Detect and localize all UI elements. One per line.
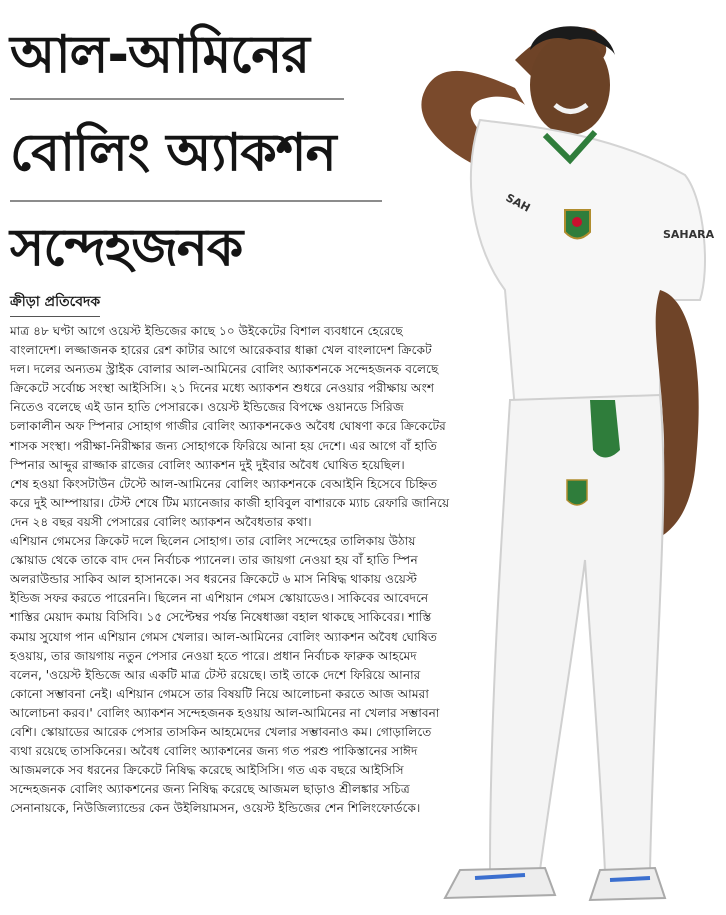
headline-line-1: আল-আমিনের xyxy=(10,25,309,85)
article-body xyxy=(10,322,450,818)
cricketer-photo xyxy=(405,0,726,915)
article-paragraph-3: এশিয়ান গেমসের ক্রিকেট দলে ছিলেন সোহাগ। তার বোলিং সন্দেহের তালিকায় উঠায় স্কোয়াড থেকে তাকে বাদ দেন নির্বাচক প্যানেল। তার জায়গা নেওয়া হয় বাঁ হাতি স্পিন অলরাউন্ডার সাকিব আল হাসানকে। সব ধরনের ক্রিকেটে ৬ মাস নিষিদ্ধ থাকায় ওয়েস্ট ইন্ডিজ সফর করতে পারেননি। ছিলেন না এশিয়ান গেমস স্কোয়াডেও। সাকিবের আবেদনে শাস্তির মেয়াদ কমায় বিসিবি। ১৫ সেপ্টেম্বর পর্যন্ত নিষেধাজ্ঞা বহাল থাকছে সাকিবের। শাস্তি কমায় সুযোগ পান এশিয়ান গেমস খেলার। আল-আমিনের বোলিং অ্যাকশন অবৈধ ঘোষিত হওয়ায়, তার জায়গায় নতুন পেসার নেওয়া হতে পারে। প্রধান নির্বাচক ফারুক আহমেদ বলেন, 'ওয়েস্ট ইন্ডিজে আর একটি মাত্র টেস্ট রয়েছে। তাই তাকে দেশে ফিরিয়ে আনার কোনো সম্ভাবনা নেই। এশিয়ান গেমসে তার বিষয়টি নিয়ে আলোচনা করতে আজ আমরা আলোচনা করব।' বোলিং অ্যাকশন সন্দেহজনক হওয়ায় আল-আমিনের না খেলার সম্ভাবনা বেশি। স্কোয়াডের আরেক পেসার তাসকিন আহমেদের খেলার সম্ভাবনাও কম। গোড়ালিতে ব্যথা রয়েছে তাসকিনের। অবৈধ বোলিং অ্যাকশনের জন্য গত পরশু পাকিস্তানের সাঈদ আজমলকে সব ধরনের ক্রিকেটে নিষিদ্ধ করেছে আইসিসি। গত এক বছরে আইসিসি সন্দেহজনক বোলিং অ্যাকশনের জন্য নিষিদ্ধ করেছে আজমল ছাড়াও শ্রীলঙ্কার সচিত্র সেনানায়কে, নিউজিল্যান্ডের কেন উইলিয়ামসন, ওয়েস্ট ইন্ডিজের শেন শিলিংফোর্ডকে। xyxy=(10,534,440,816)
headline-line-2: বোলিং অ্যাকশন xyxy=(10,123,336,183)
headline-rule-2 xyxy=(10,200,382,202)
cricket-shoes xyxy=(445,868,665,900)
bcb-badge-shirt-icon xyxy=(565,210,590,239)
byline: ক্রীড়া প্রতিবেদক xyxy=(10,290,100,317)
player-trousers xyxy=(490,395,663,872)
bcb-badge-trousers-icon xyxy=(567,480,587,505)
article-paragraph-1: মাত্র ৪৮ ঘণ্টা আগে ওয়েস্ট ইন্ডিজের কাছে ১০ উইকেটের বিশাল ব্যবধানে হেরেছে বাংলাদেশ। লজ্জাজনক হারের রেশ কাটার আগে আরেকবার ধাক্কা খেল বাংলাদেশ ক্রিকেট দল। দলের অন্যতম স্ট্রাইক বোলার আল-আমিনের বোলিং অ্যাকশনকে সন্দেহজনক বলেছে ক্রিকেটে সর্বোচ্চ সংস্থা আইসিসি। ২১ দিনের মধ্যে অ্যাকশন শুধরে নেওয়ার পরীক্ষায় অংশ নিতেও বলেছে এই ডান হাতি পেসারকে। ওয়েস্ট ইন্ডিজের বিপক্ষে ওয়ানডে সিরিজ চলাকালীন অফ স্পিনার সোহাগ গাজীর বোলিং অ্যাকশনকেও অবৈধ ঘোষণা করে ক্রিকেটের শাসক সংস্থা। পরীক্ষা-নিরীক্ষার জন্য সোহাগকে ফিরিয়ে আনা হয় দেশে। এর আগে বাঁ হাতি স্পিনার আব্দুর রাজ্জাক রাজের বোলিং অ্যাকশন দুই দুইবার অবৈধ ঘোষিত হয়েছিল। xyxy=(10,324,446,472)
jersey-sponsor-left: SAH xyxy=(503,191,533,215)
headline-rule-1 xyxy=(10,98,344,100)
article-paragraph-2: শেষ হওয়া কিংসটাউন টেস্টে আল-আমিনের বোলিং অ্যাকশনকে বেআইনি হিসেবে চিহ্নিত করে দুই আম্পায়ার। টেস্ট শেষে টিম ম্যানেজার কাজী হাবিবুল বাশারকে ম্যাচ রেফারি জানিয়ে দেন ২৪ বছর বয়সী পেসারের বোলিং অ্যাকশন অবৈধতার কথা। xyxy=(10,476,450,529)
headline-line-3: সন্দেহজনক xyxy=(10,218,243,278)
jersey-sponsor-right: SAHARA xyxy=(663,228,715,241)
